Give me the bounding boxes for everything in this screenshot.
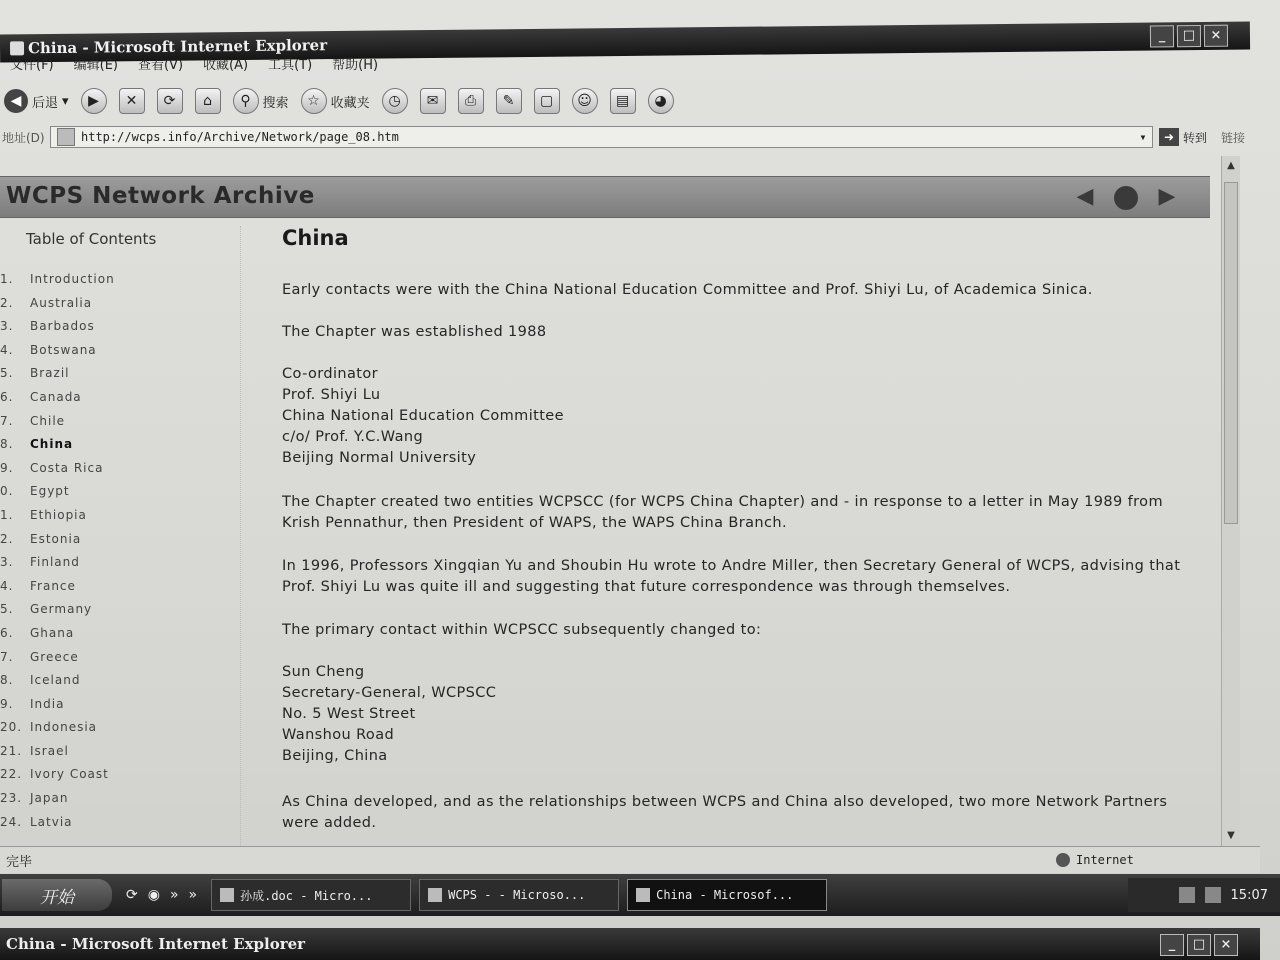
- vertical-scrollbar[interactable]: [1221, 156, 1240, 846]
- paragraph-early-contacts: Early contacts were with the China National Education Committee and Prof. Shiyi Lu, of Academica Sinica.: [282, 282, 1093, 298]
- toc-number: 6.: [0, 389, 14, 404]
- toc-item[interactable]: [0, 508, 115, 532]
- close-button[interactable]: ×: [1214, 934, 1238, 956]
- toc-link[interactable]: Chile: [30, 413, 66, 428]
- toc-number: 21.: [0, 743, 23, 758]
- toc-link[interactable]: Ethiopia: [30, 507, 87, 522]
- address-label: 地址(D): [2, 130, 45, 145]
- coordinator-address: [282, 364, 564, 469]
- toc-item[interactable]: [0, 767, 115, 791]
- toc-number: 1.: [0, 272, 14, 286]
- go-button[interactable]: [1159, 128, 1207, 146]
- toc-item[interactable]: [0, 319, 115, 343]
- toc-link[interactable]: Ghana: [30, 625, 75, 640]
- close-button[interactable]: ×: [1204, 25, 1228, 47]
- address-line: Beijing Normal University: [282, 450, 477, 466]
- page-title: China: [282, 226, 349, 250]
- table-of-contents: [0, 226, 241, 846]
- toc-link[interactable]: Japan: [30, 791, 69, 806]
- word-icon: [220, 888, 234, 902]
- toc-number: 23.: [0, 791, 23, 806]
- page-viewport: [0, 156, 1225, 846]
- address-url: http://wcps.info/Archive/Network/page_08.htm: [81, 130, 399, 144]
- paragraph-established: The Chapter was established 1988: [282, 324, 547, 340]
- go-arrow-icon: ➜: [1159, 128, 1179, 146]
- maximize-button[interactable]: □: [1177, 25, 1201, 47]
- address-line: Secretary-General, WCPSCC: [282, 685, 497, 701]
- refresh-icon[interactable]: ⟳: [157, 88, 183, 114]
- toc-number: 22.: [0, 767, 23, 782]
- toc-item[interactable]: [0, 650, 115, 674]
- address-bar: [0, 124, 1245, 150]
- second-window-titlebar: [0, 928, 1260, 960]
- toc-item[interactable]: [0, 720, 115, 744]
- back-label: 后退: [32, 95, 59, 111]
- toc-number: 3.: [0, 555, 14, 570]
- toc-link[interactable]: Finland: [30, 555, 80, 570]
- toc-link[interactable]: Barbados: [30, 319, 95, 334]
- search-button[interactable]: [233, 88, 289, 114]
- menu-help[interactable]: 帮助(H): [332, 58, 379, 73]
- toc-link[interactable]: China: [30, 437, 74, 452]
- toc-link[interactable]: Brazil: [30, 366, 70, 381]
- toc-number: 4.: [0, 578, 14, 593]
- scroll-thumb[interactable]: [1224, 182, 1238, 524]
- keyboard-icon[interactable]: [1179, 887, 1195, 903]
- quicklaunch-ie-icon[interactable]: ◉: [147, 887, 160, 903]
- toc-number: 4.: [0, 342, 14, 357]
- toc-number: 5.: [0, 602, 14, 617]
- scroll-up-icon[interactable]: ▲: [1227, 160, 1235, 171]
- messenger-icon[interactable]: ☺: [572, 88, 598, 114]
- toc-item[interactable]: [0, 296, 115, 320]
- security-zone: [1056, 853, 1134, 867]
- toc-number: 1.: [0, 507, 14, 522]
- menu-bar: [10, 54, 1210, 76]
- address-line: Wanshou Road: [282, 727, 395, 743]
- address-line: Co-ordinator: [282, 366, 378, 382]
- toc-link[interactable]: Estonia: [30, 531, 82, 546]
- second-window-controls: [1160, 934, 1238, 956]
- contact-address: [282, 662, 496, 767]
- links-button[interactable]: 链接: [1220, 130, 1245, 145]
- quicklaunch-expand-icon[interactable]: »: [188, 887, 198, 903]
- address-line: China National Education Committee: [282, 408, 564, 424]
- toc-link[interactable]: Latvia: [30, 814, 73, 829]
- toc-number: 3.: [0, 319, 14, 334]
- scroll-down-icon[interactable]: ▼: [1227, 830, 1235, 841]
- toc-number: 2.: [0, 531, 14, 546]
- menu-tools[interactable]: 工具(T): [268, 58, 313, 73]
- toc-number: 20.: [0, 720, 23, 735]
- qq-icon[interactable]: ◕: [648, 88, 674, 114]
- site-title: WCPS Network Archive: [6, 183, 315, 209]
- toc-item[interactable]: [0, 366, 115, 390]
- stop-icon[interactable]: ✕: [119, 88, 145, 114]
- toc-number: 6.: [0, 625, 14, 640]
- toolbar: [4, 84, 1224, 118]
- prev-page-icon[interactable]: ◀: [1076, 184, 1094, 209]
- toc-number: 8.: [0, 437, 14, 452]
- address-line: Beijing, China: [282, 748, 388, 764]
- task-label: China - Microsof...: [656, 888, 794, 902]
- toc-item[interactable]: [0, 484, 115, 508]
- menu-view[interactable]: 查看(V): [137, 58, 184, 73]
- toc-item[interactable]: [0, 555, 115, 579]
- article: [282, 226, 1202, 831]
- toc-link[interactable]: France: [30, 578, 76, 593]
- task-label: WCPS - - Microso...: [448, 888, 586, 902]
- home-icon[interactable]: ⌂: [195, 88, 221, 114]
- minimize-button[interactable]: _: [1150, 25, 1174, 47]
- search-label: 搜索: [262, 95, 289, 111]
- favorites-button[interactable]: [301, 88, 370, 114]
- mail-icon[interactable]: ✉: [420, 88, 446, 114]
- toc-list: [0, 272, 115, 838]
- second-window-title: China - Microsoft Internet Explorer: [6, 935, 306, 953]
- toc-link[interactable]: Israel: [30, 743, 69, 758]
- toc-link[interactable]: Iceland: [30, 673, 81, 688]
- taskbar-item-wcps[interactable]: [419, 879, 619, 911]
- toc-item[interactable]: [0, 602, 115, 626]
- print-icon[interactable]: ⎙: [458, 88, 484, 114]
- toc-item-current[interactable]: [0, 437, 115, 461]
- toc-link[interactable]: Germany: [30, 602, 93, 617]
- address-input[interactable]: [50, 126, 1153, 148]
- back-arrow-icon: ◀: [4, 89, 28, 113]
- status-bar: [0, 846, 1260, 873]
- address-dropdown-icon[interactable]: ▾: [1139, 130, 1147, 144]
- home-dot-icon[interactable]: [1114, 186, 1138, 210]
- zone-label: Internet: [1076, 853, 1134, 867]
- address-line: Prof. Shiyi Lu: [282, 387, 381, 403]
- favorites-label: 收藏夹: [330, 95, 370, 111]
- toc-link[interactable]: Indonesia: [30, 720, 98, 735]
- toc-item[interactable]: [0, 414, 115, 438]
- address-line: No. 5 West Street: [282, 706, 416, 722]
- window-title: China - Microsoft Internet Explorer: [27, 36, 328, 58]
- taskbar-item-word[interactable]: [211, 879, 411, 911]
- taskbar: [0, 874, 1280, 916]
- toc-number: 9.: [0, 696, 14, 711]
- taskbar-item-china[interactable]: [627, 879, 827, 911]
- history-icon[interactable]: ◷: [382, 88, 408, 114]
- menu-favorites[interactable]: 收藏(A): [203, 58, 249, 73]
- back-button[interactable]: [4, 89, 69, 113]
- toc-number: 9.: [0, 460, 14, 475]
- task-label: 孙成.doc - Micro...: [240, 888, 373, 903]
- edit-icon[interactable]: ✎: [496, 88, 522, 114]
- toc-number: 8.: [0, 673, 14, 688]
- toc-item[interactable]: [0, 815, 115, 839]
- maximize-button[interactable]: □: [1187, 934, 1211, 956]
- toc-link[interactable]: Greece: [30, 649, 79, 664]
- toc-item[interactable]: [0, 579, 115, 603]
- toc-item[interactable]: [0, 673, 115, 697]
- toc-number: 24.: [0, 814, 23, 829]
- menu-edit[interactable]: 编辑(E): [73, 58, 118, 73]
- toc-item[interactable]: [0, 532, 115, 556]
- toc-title: Table of Contents: [26, 230, 157, 248]
- toc-number: 7.: [0, 413, 14, 428]
- address-line: Sun Cheng: [282, 664, 365, 680]
- system-tray: [1128, 878, 1280, 912]
- ie-icon: [636, 888, 650, 902]
- paragraph-primary-contact: The primary contact within WCPSCC subsequently changed to:: [282, 622, 762, 638]
- toc-number: 0.: [0, 484, 14, 499]
- toc-link[interactable]: Botswana: [30, 342, 97, 357]
- toc-link[interactable]: Costa Rica: [30, 460, 104, 475]
- site-banner: [0, 176, 1210, 218]
- toc-item[interactable]: [0, 626, 115, 650]
- toc-item[interactable]: [0, 390, 115, 414]
- quick-launch: [126, 887, 197, 903]
- next-page-icon[interactable]: ▶: [1158, 184, 1176, 209]
- quicklaunch-refresh-icon[interactable]: ⟳: [126, 887, 138, 903]
- toc-link[interactable]: India: [30, 696, 65, 711]
- toc-item[interactable]: [0, 744, 115, 768]
- toc-link[interactable]: Canada: [30, 389, 82, 404]
- paragraph-partners: As China developed, and as the relationships between WCPS and China also developed, two more Network Partners were added.: [282, 794, 1168, 831]
- toc-link[interactable]: Australia: [30, 295, 93, 310]
- search-icon: ⚲: [233, 88, 259, 114]
- favorites-icon: ☆: [301, 88, 327, 114]
- toc-link[interactable]: Ivory Coast: [30, 767, 109, 782]
- globe-icon: [1056, 853, 1070, 867]
- paragraph-entities: The Chapter created two entities WCPSCC (for WCPS China Chapter) and - in response to a letter in May 1989 from Krish Pennathur, then President of WAPS, the WAPS China Branch.: [282, 494, 1163, 531]
- page-nav: [1070, 186, 1182, 210]
- ie-icon: [428, 888, 442, 902]
- status-text: 完毕: [6, 854, 33, 870]
- research-icon[interactable]: ▤: [610, 88, 636, 114]
- quicklaunch-more-icon[interactable]: »: [169, 887, 179, 903]
- back-dropdown-icon[interactable]: ▾: [62, 93, 69, 109]
- page-icon: [57, 128, 75, 146]
- forward-icon[interactable]: ▶: [81, 88, 107, 114]
- toc-number: 5.: [0, 366, 14, 381]
- minimize-button[interactable]: _: [1160, 934, 1184, 956]
- toc-item[interactable]: [0, 697, 115, 721]
- menu-file[interactable]: 文件(F): [10, 58, 54, 73]
- volume-icon[interactable]: [1205, 887, 1221, 903]
- toc-number: 2.: [0, 295, 14, 310]
- toc-number: 7.: [0, 649, 14, 664]
- toc-link[interactable]: Introduction: [30, 272, 115, 286]
- toc-item[interactable]: [0, 791, 115, 815]
- clock[interactable]: 15:07: [1230, 887, 1268, 903]
- toc-item[interactable]: [0, 461, 115, 485]
- toc-item[interactable]: [0, 272, 115, 296]
- discuss-icon[interactable]: ▢: [534, 88, 560, 114]
- toc-item[interactable]: [0, 343, 115, 367]
- toc-link[interactable]: Egypt: [30, 484, 70, 499]
- address-line: c/o/ Prof. Y.C.Wang: [282, 429, 424, 445]
- start-button[interactable]: 开始: [2, 879, 112, 911]
- paragraph-1996: In 1996, Professors Xingqian Yu and Shoubin Hu wrote to Andre Miller, then Secretary General of WCPS, advising that Prof. Shiyi Lu was quite ill and suggesting that future correspondence was through themselves.: [282, 558, 1181, 595]
- window-controls: [1150, 25, 1228, 48]
- go-label: 转到: [1182, 130, 1207, 145]
